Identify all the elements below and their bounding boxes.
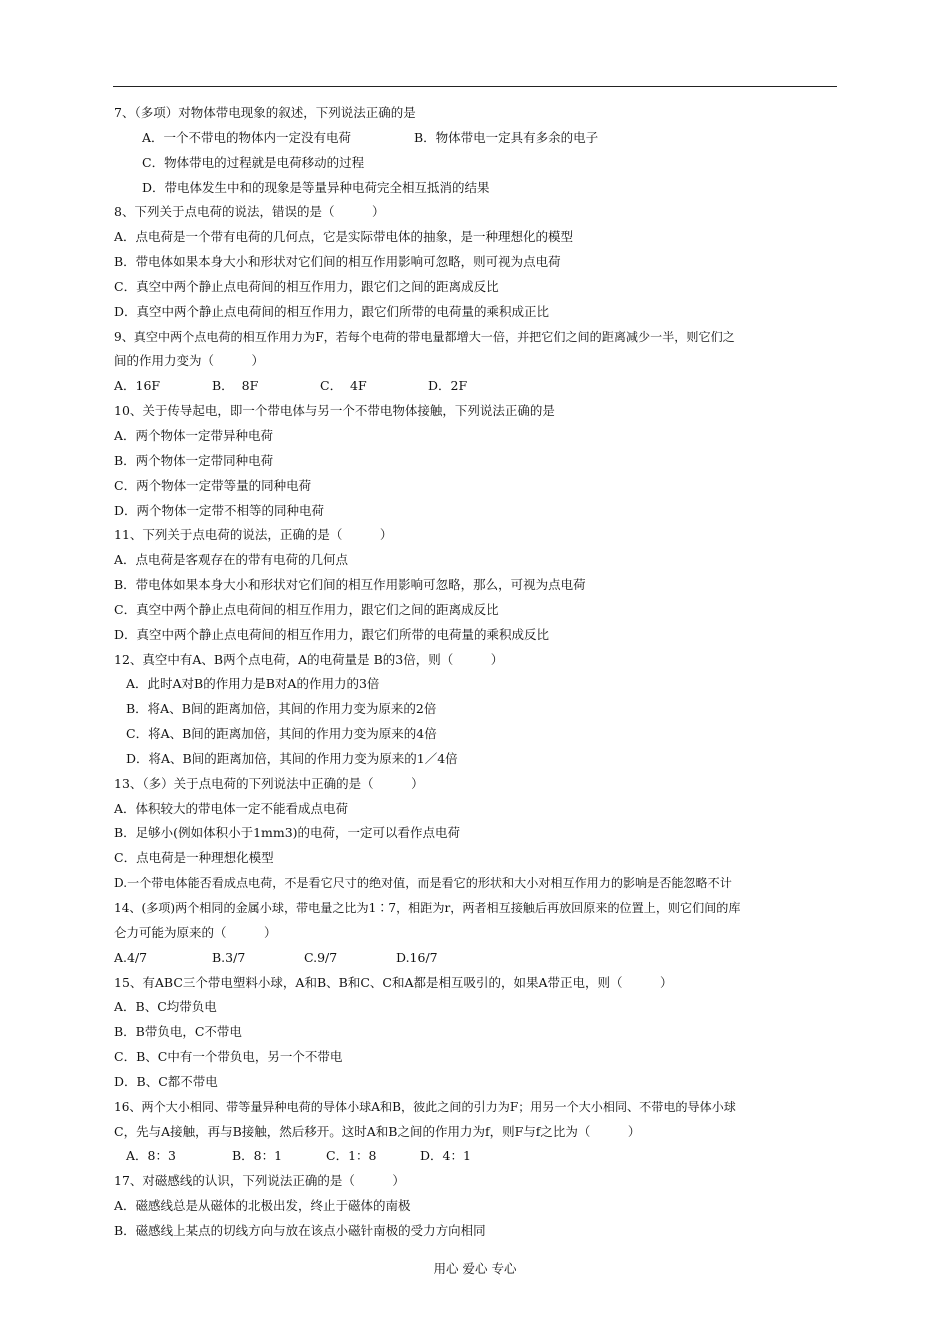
question-10: 10、关于传导起电，即一个带电体与另一个不带电物体接触，下列说法正确的是 (114, 403, 555, 419)
header-rule (113, 86, 837, 87)
q8-option-b: B．带电体如果本身大小和形状对它们间的相互作用影响可忽略，则可视为点电荷 (114, 254, 561, 270)
q17-option-a: A．磁感线总是从磁体的北极出发，终止于磁体的南极 (114, 1198, 411, 1214)
q9-option-d: D．2F (428, 378, 468, 394)
q13-option-d: D.一个带电体能否看成点电荷，不是看它尺寸的绝对值，而是看它的形状和大小对相互作用力的影响是否能忽略不计 (114, 876, 732, 891)
q10-option-d: D．两个物体一定带不相等的同种电荷 (114, 502, 325, 518)
q14-option-d: D.16/7 (396, 949, 438, 965)
question-15: 15、有ABC三个带电塑料小球，A和B、B和C、C和A都是相互吸引的，如果A带正电，则（ ） (114, 974, 673, 990)
q12-option-c: C．将A、B间的距离加倍，其间的作用力变为原来的4倍 (126, 726, 437, 742)
question-12: 12、真空中有A、B两个点电荷，A的电荷量是 B的3倍，则（ ） (114, 651, 504, 667)
q12-option-a: A．此时A对B的作用力是B对A的作用力的3倍 (126, 676, 380, 692)
q11-option-a: A．点电荷是客观存在的带有电荷的几何点 (114, 552, 349, 568)
q10-option-b: B．两个物体一定带同种电荷 (114, 452, 274, 468)
q7-option-a: A．一个不带电的物体内一定没有电荷 (142, 129, 352, 145)
q16-option-d: D．4：1 (420, 1148, 471, 1164)
q12-option-b: B．将A、B间的距离加倍，其间的作用力变为原来的2倍 (126, 701, 437, 717)
question-14-options (114, 946, 844, 971)
q7-option-d: D．带电体发生中和的现象是等量异种电荷完全相互抵消的结果 (142, 179, 490, 195)
q17-option-b: B．磁感线上某点的切线方向与放在该点小磁针南极的受力方向相同 (114, 1222, 486, 1238)
q8-option-c: C．真空中两个静止点电荷间的相互作用力，跟它们之间的距离成反比 (114, 278, 499, 294)
question-16-line-2: C，先与A接触，再与B接触，然后移开。这时A和B之间的作用力为f，则F与f之比为（ ） (114, 1123, 641, 1139)
q8-option-d: D．真空中两个静止点电荷间的相互作用力，跟它们所带的电荷量的乘积成正比 (114, 303, 550, 319)
q16-option-a: A．8：3 (126, 1148, 176, 1164)
question-7: 7、（多项）对物体带电现象的叙述，下列说法正确的是 (114, 105, 416, 120)
q12-option-d: D．将A、B间的距离加倍，其间的作用力变为原来的1／4倍 (126, 750, 458, 766)
question-8: 8、下列关于点电荷的说法，错误的是（ ） (114, 204, 385, 220)
q9-option-a: A．16F (114, 378, 161, 394)
q16-option-b: B．8：1 (232, 1148, 283, 1164)
q15-option-d: D．B、C都不带电 (114, 1073, 218, 1089)
question-9-line-2: 间的作用力变为（ ） (114, 353, 265, 369)
question-14-line-1: 14、(多项)两个相同的金属小球，带电量之比为1∶7，相距为r，两者相互接触后再放回原来的位置上，则它们间的库 (114, 901, 741, 915)
q16-option-c: C．1：8 (326, 1148, 377, 1164)
question-13: 13、（多）关于点电荷的下列说法中正确的是（ ） (114, 775, 424, 791)
q15-option-a: A．B、C均带负电 (114, 999, 217, 1015)
q14-option-b: B.3/7 (212, 949, 246, 965)
q15-option-c: C．B、C中有一个带负电，另一个不带电 (114, 1049, 343, 1065)
question-14-line-2: 仑力可能为原来的（ ） (114, 924, 277, 940)
q9-option-c: C． 4F (320, 378, 367, 394)
question-7-options-ab (114, 126, 844, 151)
q15-option-b: B．B带负电，C不带电 (114, 1024, 242, 1040)
question-content (114, 101, 844, 1244)
question-16-options (114, 1144, 844, 1169)
q13-option-c: C．点电荷是一种理想化模型 (114, 850, 274, 866)
question-9-options (114, 374, 844, 399)
q9-option-b: B． 8F (212, 378, 259, 394)
q8-option-a: A．点电荷是一个带有电荷的几何点，它是实际带电体的抽象，是一种理想化的模型 (114, 229, 574, 245)
q7-option-b: B．物体带电一定具有多余的电子 (414, 129, 599, 145)
question-17: 17、对磁感线的认识，下列说法正确的是（ ） (114, 1173, 405, 1189)
q14-option-c: C.9/7 (304, 949, 338, 965)
q11-option-c: C．真空中两个静止点电荷间的相互作用力，跟它们之间的距离成反比 (114, 601, 499, 617)
question-9-line-1: 9、真空中两个点电荷的相互作用力为F，若每个电荷的带电量都增大一倍，并把它们之间的距离减少一半，则它们之 (114, 329, 735, 344)
q11-option-d: D．真空中两个静止点电荷间的相互作用力，跟它们所带的电荷量的乘积成反比 (114, 626, 550, 642)
q11-option-b: B．带电体如果本身大小和形状对它们间的相互作用影响可忽略，那么，可视为点电荷 (114, 577, 586, 593)
q13-option-a: A．体积较大的带电体一定不能看成点电荷 (114, 800, 349, 816)
question-11: 11、下列关于点电荷的说法，正确的是（ ） (114, 527, 393, 543)
q13-option-b: B．足够小(例如体积小于1mm3)的电荷，一定可以看作点电荷 (114, 825, 461, 841)
q7-option-c: C．物体带电的过程就是电荷移动的过程 (142, 154, 365, 170)
q14-option-a: A.4/7 (114, 949, 148, 965)
q10-option-c: C．两个物体一定带等量的同种电荷 (114, 477, 312, 493)
q10-option-a: A．两个物体一定带异种电荷 (114, 427, 274, 443)
page-footer: 用心 爱心 专心 (433, 1261, 517, 1276)
question-16-line-1: 16、两个大小相同、带等量异种电荷的导体小球A和B，彼此之间的引力为F；用另一个大小相同、不带电的导体小球 (114, 1099, 736, 1114)
